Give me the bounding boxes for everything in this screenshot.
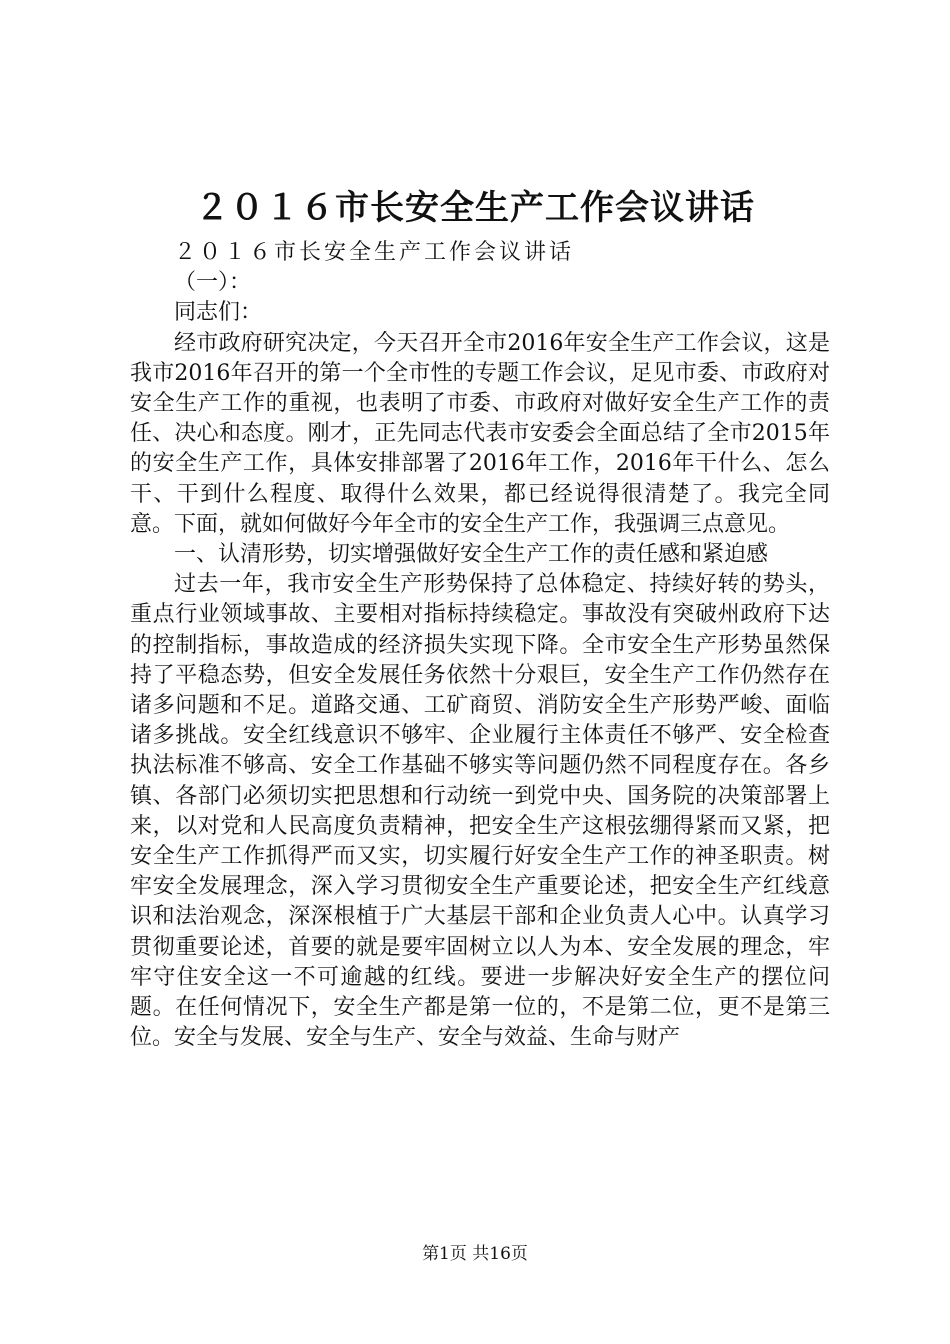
document-title: ２０１６市长安全生产工作会议讲话 — [195, 188, 755, 228]
salutation-paragraph: 同志们： — [174, 300, 263, 326]
intro-paragraph: 经市政府研究决定，今天召开全市2016年安全生产工作会议，这是我市2016年召开的第一个全市性的专题工作会议，足见市委、市政府对安全生产工作的重视，也表明了市委、市政府对做好安全生产工作的责任、决心和态度。刚才，正先同志代表市安委会全面总结了全市2015年的安全生产工作，具体安排部署了2016年工作，2016年干什么、怎么干、干到什么程度、取得什么效果，都已经说得很清楚了。我完全同意。下面，就如何做好今年全市的安全生产工作，我强调三点意见。 — [130, 330, 830, 537]
section-heading-paragraph: 一、认清形势，切实增强做好安全生产工作的责任感和紧迫感 — [174, 542, 769, 568]
page-footer: 第1页 共16页 — [422, 1244, 528, 1264]
subtitle-paragraph: ２０１６市长安全生产工作会议讲话 — [174, 240, 575, 265]
section-marker-paragraph: （一）： — [174, 270, 252, 296]
document-body — [130, 238, 830, 1053]
body-paragraph: 过去一年，我市安全生产形势保持了总体稳定、持续好转的势头，重点行业领域事故、主要相对指标持续稳定。事故没有突破州政府下达的控制指标，事故造成的经济损失实现下降。全市安全生产形势虽然保持了平稳态势，但安全发展任务依然十分艰巨，安全生产工作仍然存在诸多问题和不足。道路交通、工矿商贸、消防安全生产形势严峻、面临诸多挑战。安全红线意识不够牢、企业履行主体责任不够严、安全检查执法标准不够高、安全工作基础不够实等问题仍然不同程度存在。各乡镇、各部门必须切实把思想和行动统一到党中央、国务院的决策部署上来，以对党和人民高度负责精神，把安全生产这根弦绷得紧而又紧，把安全生产工作抓得严而又实，切实履行好安全生产工作的神圣职责。树牢安全发展理念，深入学习贯彻安全生产重要论述，把安全生产红线意识和法治观念，深深根植于广大基层干部和企业负责人心中。认真学习贯彻重要论述，首要的就是要牢固树立以人为本、安全发展的理念，牢牢守住安全这一不可逾越的红线。要进一步解决好安全生产的摆位问题。在任何情况下，安全生产都是第一位的，不是第二位，更不是第三位。安全与发展、安全与生产、安全与效益、生命与财产 — [130, 572, 830, 1051]
